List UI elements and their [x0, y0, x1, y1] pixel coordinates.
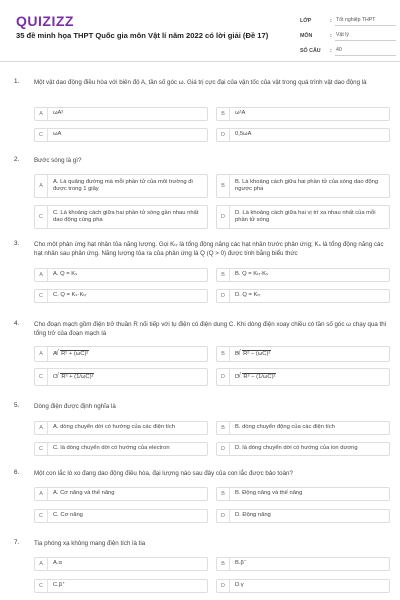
- question-number: 4.: [14, 320, 20, 327]
- meta-label: LỚP: [300, 17, 312, 24]
- option-letter: C: [35, 580, 48, 592]
- meta-info: [300, 13, 396, 58]
- option-letter: A: [35, 422, 48, 434]
- question-text: Một con lắc lò xo đang dao động điều hòa, đại lượng nào sau đây của con lắc được bảo toàn?: [34, 470, 293, 477]
- option-3c[interactable]: [34, 289, 208, 303]
- meta-value-subject: Vật lý: [335, 30, 396, 41]
- option-letter: D: [217, 580, 230, 592]
- option-letter: C: [35, 369, 48, 385]
- meta-colon: :: [330, 32, 332, 39]
- option-2d[interactable]: [216, 205, 390, 229]
- option-6c[interactable]: [34, 509, 208, 523]
- option-text: B. √ R² − (ωC)²: [230, 350, 274, 359]
- question-text: Dòng điện được định nghĩa là: [34, 403, 116, 410]
- option-letter: C: [35, 206, 48, 228]
- option-letter: B: [217, 347, 230, 361]
- option-text: C. Q = Kₛ·Kₜᵣ: [53, 292, 87, 299]
- option-text: A. Cơ năng và thế năng: [53, 490, 115, 497]
- option-letter: C: [35, 290, 48, 302]
- option-text: B. Động năng và thế năng: [235, 490, 303, 497]
- quizizz-logo: QUIZIZZ: [16, 13, 74, 29]
- question-number: 7.: [14, 539, 20, 546]
- option-letter: A: [35, 269, 48, 281]
- option-1c[interactable]: [34, 128, 208, 142]
- option-2a[interactable]: [34, 174, 208, 198]
- meta-row-count: [300, 43, 396, 58]
- option-letter: B: [217, 108, 230, 120]
- option-4c[interactable]: [34, 368, 208, 386]
- option-text: ωA: [53, 131, 62, 138]
- question-text: Tia phóng xạ không mang điện tích là tia: [34, 540, 146, 547]
- question-number: 1.: [14, 78, 20, 85]
- meta-row-subject: [300, 28, 396, 43]
- option-text: D. √ R² − (1/ωC)²: [230, 373, 279, 382]
- option-text: D. Q = Kₜᵣ: [235, 292, 261, 299]
- option-letter: D: [217, 206, 230, 228]
- option-letter: C: [35, 129, 48, 141]
- option-text: D. Động năng: [235, 512, 271, 519]
- option-7a[interactable]: [34, 557, 208, 571]
- option-text: A. Q = Kₛ: [53, 271, 78, 278]
- option-7c[interactable]: [34, 579, 208, 593]
- meta-row-class: [300, 13, 396, 28]
- option-4b[interactable]: [216, 346, 390, 362]
- question-text: Bước sóng là gì?: [34, 157, 82, 164]
- option-letter: D: [217, 129, 230, 141]
- option-letter: B: [217, 422, 230, 434]
- option-4d[interactable]: [216, 368, 390, 386]
- option-letter: C: [35, 510, 48, 522]
- option-2b[interactable]: [216, 174, 390, 198]
- option-text: C. Là khoảng cách giữa hai phần tử sóng gần nhau nhất dao động cùng pha: [53, 209, 199, 223]
- question-text: Cho đoạn mạch gồm điện trở thuần R nối tiếp với tụ điện có điện dung C. Khi dòng điện xoay chiều có tần số góc ω chạy qua thì tổng trở của đoạn mạch là: [34, 321, 387, 337]
- option-1a[interactable]: [34, 107, 208, 121]
- option-1d[interactable]: [216, 128, 390, 142]
- option-text: B. dòng chuyển động của các điện tích: [235, 424, 335, 431]
- option-letter: A: [35, 558, 48, 570]
- option-letter: D: [217, 443, 230, 455]
- option-4a[interactable]: [34, 346, 208, 362]
- option-5a[interactable]: [34, 421, 208, 435]
- option-letter: D: [217, 510, 230, 522]
- document-header: [0, 0, 400, 62]
- option-letter: D: [217, 290, 230, 302]
- option-text: C. là dòng chuyển dời có hướng của electron: [53, 445, 170, 452]
- option-letter: B: [217, 488, 230, 500]
- option-text: B. Q = Kₜᵣ·Kₛ: [235, 271, 269, 278]
- option-7b[interactable]: [216, 557, 390, 571]
- sqrt-expression: √ R² − (ωC)²: [242, 350, 271, 359]
- option-text: A. √ R² + (ωC)²: [48, 350, 92, 359]
- option-letter: D: [217, 369, 230, 385]
- question-text: Một vật dao động điều hòa với biên độ A, tần số góc ω. Giá trị cực đại của vận tốc của vật trong quá trình vật dao động là: [34, 79, 367, 86]
- sqrt-expression: √ R² + (ωC)²: [60, 350, 89, 359]
- question-number: 5.: [14, 402, 20, 409]
- option-letter: B: [217, 175, 230, 197]
- option-6b[interactable]: [216, 487, 390, 501]
- meta-label: MÔN: [300, 32, 313, 39]
- option-5c[interactable]: [34, 442, 208, 456]
- option-6d[interactable]: [216, 509, 390, 523]
- option-3b[interactable]: [216, 268, 390, 282]
- option-letter: A: [35, 108, 48, 120]
- question-number: 3.: [14, 240, 20, 247]
- option-text: 0,5ωA: [235, 131, 252, 138]
- option-text: A.α: [53, 560, 62, 567]
- document-title: 35 đề minh họa THPT Quốc gia môn Vật lí năm 2022 có lời giải (Đề 17): [16, 31, 269, 40]
- option-5b[interactable]: [216, 421, 390, 435]
- question-number: 2.: [14, 156, 20, 163]
- option-5d[interactable]: [216, 442, 390, 456]
- option-2c[interactable]: [34, 205, 208, 229]
- option-text: D.γ: [235, 582, 244, 589]
- meta-colon: :: [330, 47, 332, 54]
- question-number: 6.: [14, 469, 20, 476]
- option-text: C.β⁺: [53, 582, 66, 589]
- option-1b[interactable]: [216, 107, 390, 121]
- option-text: A. Là quãng đường mà mỗi phần tử của môi trường đi được trong 1 giây: [53, 178, 193, 192]
- option-7d[interactable]: [216, 579, 390, 593]
- option-letter: B: [217, 558, 230, 570]
- option-text: D. Là khoảng cách giữa hai vị trí xa nhau nhất của mỗi phần tử sóng: [235, 209, 376, 223]
- meta-colon: :: [330, 17, 332, 24]
- meta-value-count: 40: [335, 45, 396, 56]
- option-letter: C: [35, 443, 48, 455]
- option-text: ω²A: [235, 110, 246, 117]
- option-letter: A: [35, 488, 48, 500]
- option-text: C. Cơ năng: [53, 512, 83, 519]
- option-3d[interactable]: [216, 289, 390, 303]
- option-letter: A: [35, 347, 48, 361]
- option-3a[interactable]: [34, 268, 208, 282]
- option-text: A. dòng chuyển dời có hướng của các điện tích: [53, 424, 176, 431]
- option-text: B. Là khoảng cách giữa hai phần tử của sóng dao động ngược pha: [235, 178, 379, 192]
- option-text: D. là dòng chuyển dời có hướng của ion dương: [235, 445, 358, 452]
- option-text: C. √ R² + (1/ωC)²: [48, 373, 97, 382]
- option-6a[interactable]: [34, 487, 208, 501]
- option-text: B.β⁻: [235, 560, 247, 567]
- question-text: Cho một phản ứng hạt nhân tỏa năng lượng. Gọi Kₜᵣ là tổng động năng các hạt nhân trước phản ứng; Kₛ là tổng động năng các hạt nhân sau phản ứng. Năng lượng tỏa ra của phản ứng là Q (Q > 0) được tính bằng biểu thức: [34, 241, 384, 257]
- option-letter: B: [217, 269, 230, 281]
- option-text: ωA²: [53, 110, 64, 117]
- sqrt-expression: √ R² + (1/ωC)²: [60, 373, 94, 382]
- option-letter: A: [35, 175, 48, 197]
- meta-value-class: Tốt nghiệp THPT: [335, 15, 396, 26]
- sqrt-expression: √ R² − (1/ωC)²: [242, 373, 276, 382]
- meta-label: SỐ CÂU: [300, 47, 321, 54]
